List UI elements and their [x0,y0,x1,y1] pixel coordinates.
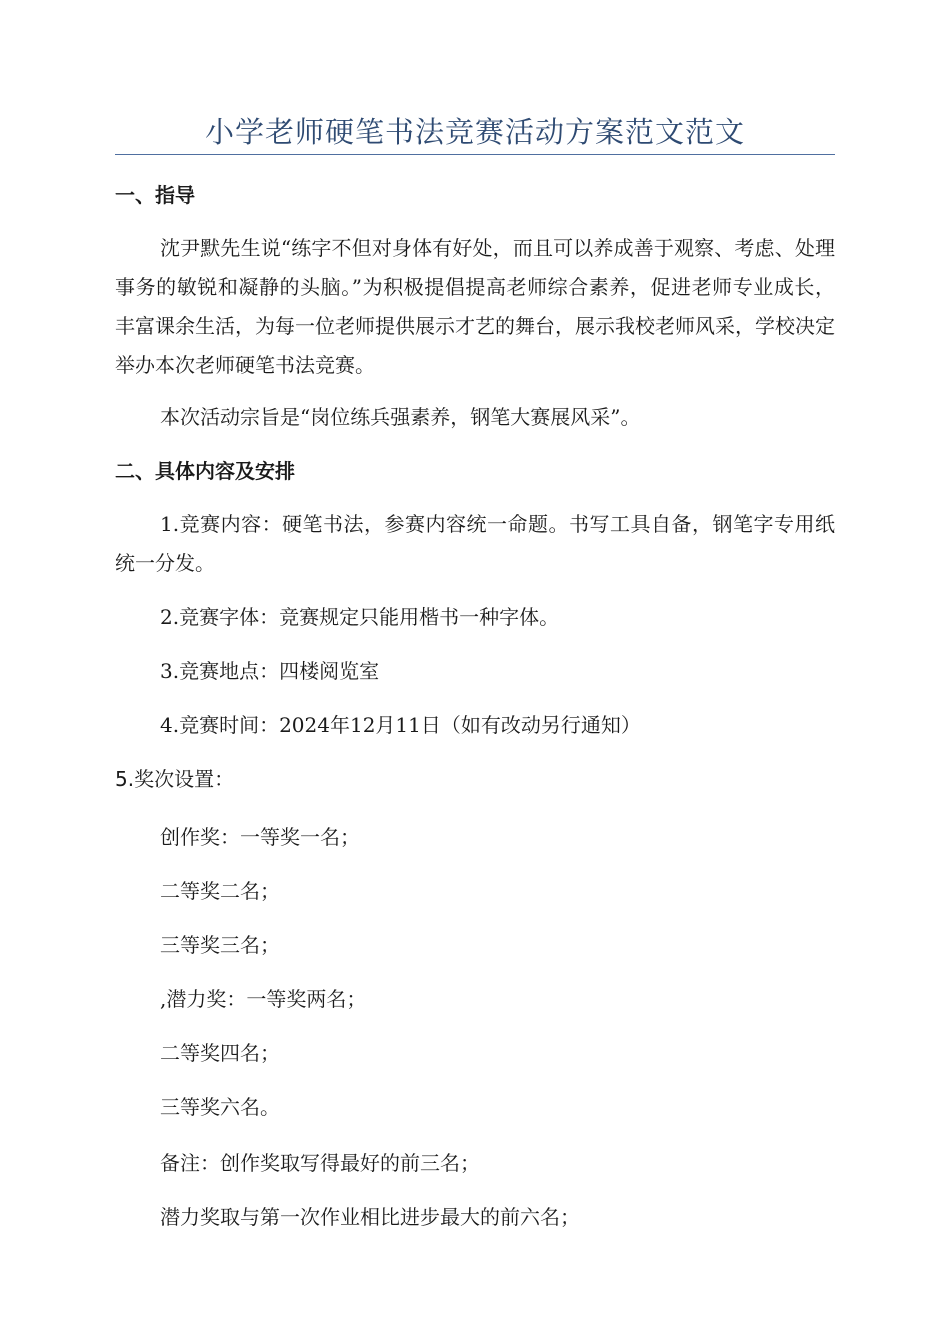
arrangement-item-4: 4.竞赛时间：2024年12月11日（如有改动另行通知） [160,713,641,737]
award-line: ,潜力奖：一等奖两名； [160,987,367,1011]
award-line: 三等奖六名。 [160,1095,280,1119]
item-5-label: 奖次设置： [134,767,235,791]
award-line: 创作奖：一等奖一名； [160,825,360,849]
arrangement-item-2: 2.竞赛字体：竞赛规定只能用楷书一种字体。 [160,605,560,629]
title-underline [115,154,835,155]
award-line: 二等奖二名； [160,879,280,903]
section-heading-guidance: 一、指导 [115,183,195,207]
arrangement-item-5 [115,765,234,793]
arrangement-item-3: 3.竞赛地点：四楼阅览室 [160,659,380,683]
guidance-paragraph: 沈尹默先生说“练字不但对身体有好处，而且可以养成善于观察、考虑、处理事务的敏锐和凝静的头脑。”为积极提倡提高老师综合素养，促进老师专业成长，丰富课余生活，为每一位老师提供展示才艺的舞台，展示我校老师风采，学校决定举办本次老师硬笔书法竞赛。 [115,236,835,377]
arrangement-item-1: 1.竞赛内容：硬笔书法，参赛内容统一命题。书写工具自备，钢笔字专用纸统一分发。 [115,512,835,575]
award-note: 潜力奖取与第一次作业相比进步最大的前六名； [160,1205,580,1229]
section-heading-arrangement: 二、具体内容及安排 [115,459,295,483]
document-title: 小学老师硬笔书法竞赛活动方案范文范文 [204,115,745,149]
award-line: 三等奖三名； [160,933,280,957]
award-note: 备注：创作奖取写得最好的前三名； [160,1151,480,1175]
purpose-paragraph: 本次活动宗旨是“岗位练兵强素养，钢笔大赛展风采”。 [160,405,641,429]
award-line: 二等奖四名； [160,1041,280,1065]
item-5-number: 5. [115,767,135,791]
